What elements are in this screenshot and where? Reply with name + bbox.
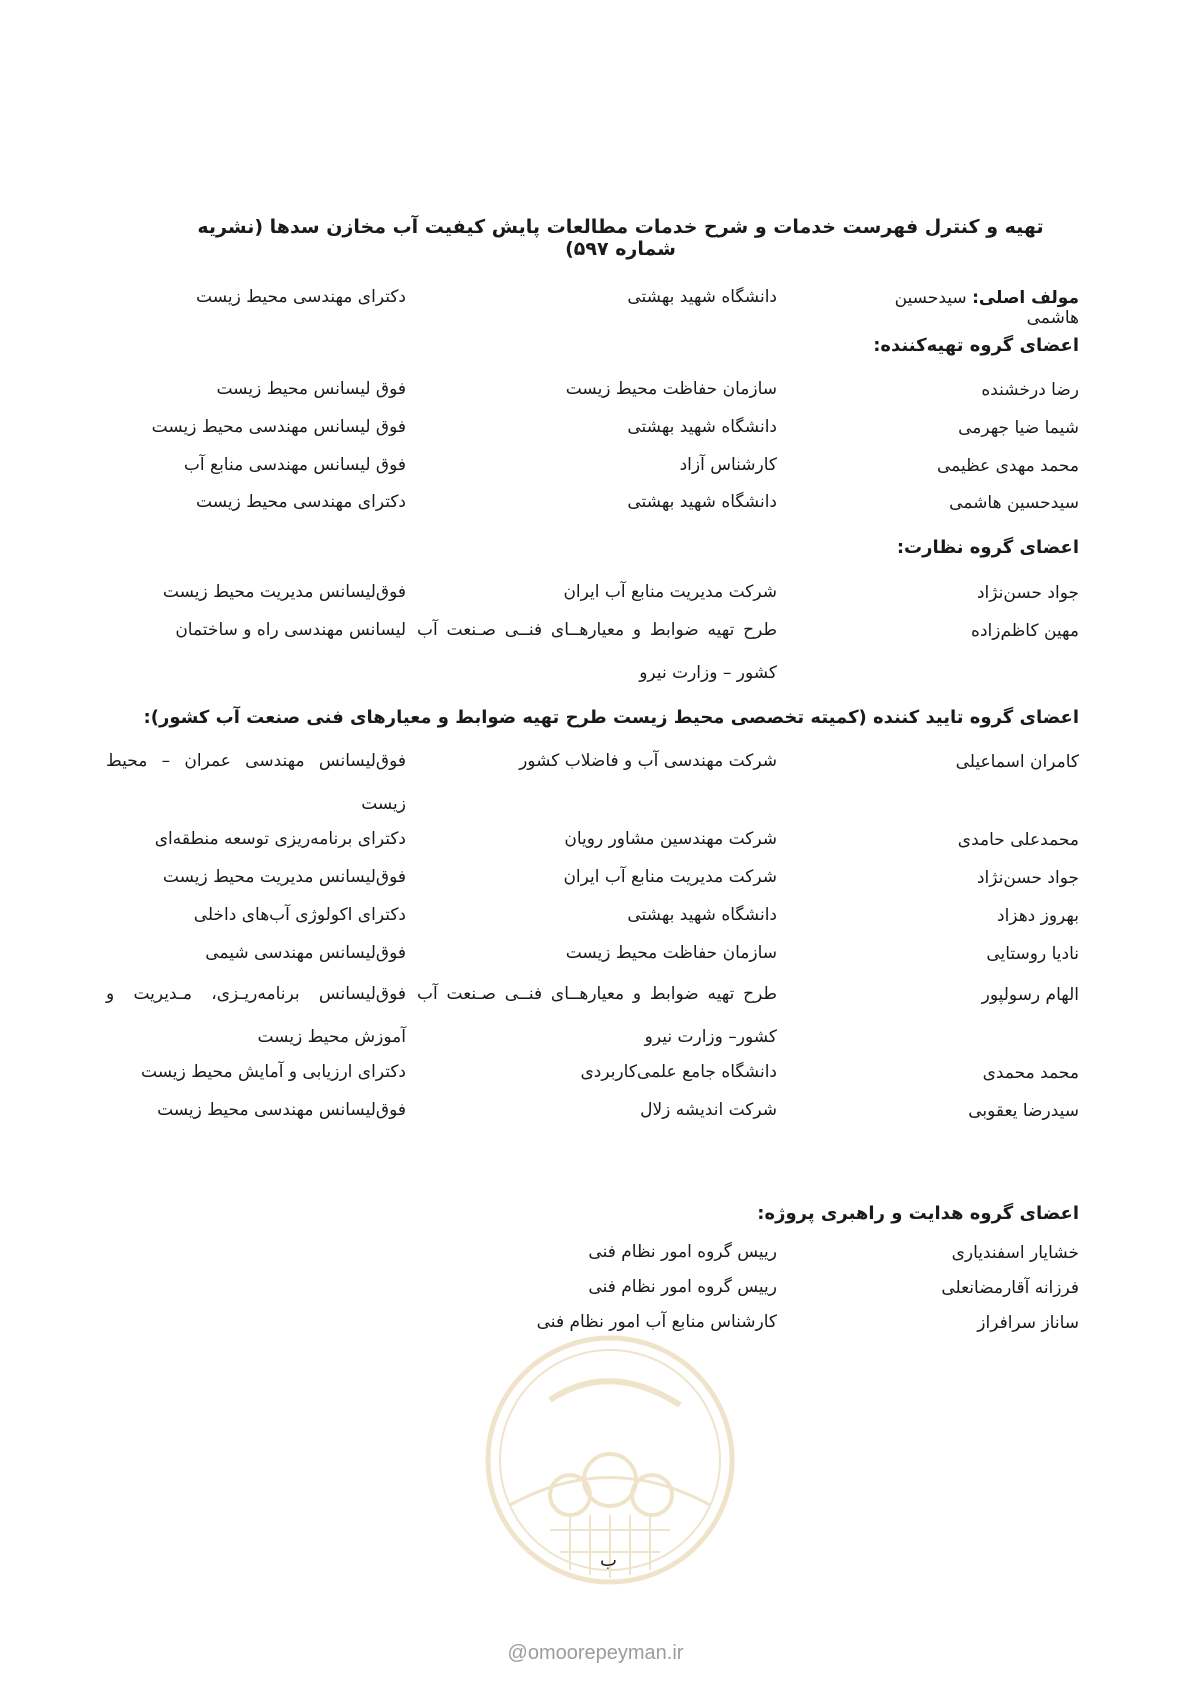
organization: کارشناس آزاد <box>679 455 777 475</box>
prep-group-heading: اعضای گروه تهیه‌کننده: <box>873 335 1079 356</box>
degree: فوق‌لیسانس مهندسی محیط زیست <box>157 1100 406 1120</box>
supervision-group-heading: اعضای گروه نظارت: <box>896 537 1079 558</box>
person-name: ساناز سرافراز <box>977 1313 1079 1333</box>
organization: شرکت مدیریت منابع آب ایران <box>563 867 777 887</box>
author-org: دانشگاه شهید بهشتی <box>627 287 777 307</box>
table-row <box>99 1101 1079 1139</box>
person-name: محمدعلی حامدی <box>957 830 1079 850</box>
organization: طرح تهیه ضوابط و معیارهــای فنــی صـنعت آب کشور – وزارت نیرو <box>417 620 777 683</box>
organization: رییس گروه امور نظام فنی <box>588 1242 777 1262</box>
degree: فوق‌لیسانس برنامه‌ریـزی، مـدیریت و آموزش محیط زیست <box>106 984 406 1047</box>
person-name: شیما ضیا جهرمی <box>958 418 1079 438</box>
author-degree: دکترای مهندسی محیط زیست <box>196 287 406 307</box>
author-row <box>99 288 1079 326</box>
document-title: تهیه و کنترل فهرست خدمات و شرح خدمات مطالعات پایش کیفیت آب مخازن سدها (نشریه شماره ۵۹۷) <box>197 216 1044 260</box>
degree: فوق‌لیسانس مدیریت محیط زیست <box>162 582 406 602</box>
organization: کارشناس منابع آب امور نظام فنی <box>536 1312 777 1332</box>
author-name: سیدحسین هاشمی <box>894 288 1079 328</box>
degree: فوق‌لیسانس مهندسی عمران – محیط زیست <box>106 751 406 814</box>
approval-group-heading: اعضای گروه تایید کننده (کمیته تخصصی محیط زیست طرح تهیه ضوابط و معیارهای فنی صنعت آب کشور): <box>143 707 1079 728</box>
author-name-cell <box>879 288 1079 328</box>
steering-group-heading: اعضای گروه هدایت و راهبری پروژه: <box>757 1203 1079 1224</box>
person-name: جواد حسن‌نژاد <box>976 583 1079 603</box>
organization: شرکت مهندسین مشاور رویان <box>564 829 777 849</box>
table-row <box>99 621 1079 701</box>
degree: دکترای مهندسی محیط زیست <box>196 492 406 512</box>
person-name: جواد حسن‌نژاد <box>976 868 1079 888</box>
person-name: محمد مهدی عظیمی <box>936 456 1079 476</box>
organization: شرکت اندیشه زلال <box>640 1100 777 1120</box>
organization: شرکت مدیریت منابع آب ایران <box>563 582 777 602</box>
person-name: الهام رسولپور <box>981 985 1079 1005</box>
person-name: خشایار اسفندیاری <box>951 1243 1079 1263</box>
page-number: ب <box>600 1550 617 1571</box>
organization: شرکت مهندسی آب و فاضلاب کشور <box>519 751 777 771</box>
degree: فوق لیسانس مهندسی منابع آب <box>183 455 406 475</box>
degree: لیسانس مهندسی راه و ساختمان <box>175 620 406 640</box>
person-name: مهین کاظم‌زاده <box>971 621 1079 641</box>
degree: دکترای برنامه‌ریزی توسعه منطقه‌ای <box>154 829 406 849</box>
organization: دانشگاه شهید بهشتی <box>627 417 777 437</box>
degree: فوق‌لیسانس مدیریت محیط زیست <box>162 867 406 887</box>
degree: فوق لیسانس مهندسی محیط زیست <box>151 417 406 437</box>
person-name: نادیا روستایی <box>986 944 1079 964</box>
author-label: مولف اصلی: <box>972 288 1079 308</box>
organization: سازمان حفاظت محیط زیست <box>565 379 777 399</box>
organization: سازمان حفاظت محیط زیست <box>565 943 777 963</box>
degree: دکترای ارزیابی و آمایش محیط زیست <box>141 1062 406 1082</box>
organization: رییس گروه امور نظام فنی <box>588 1277 777 1297</box>
degree: دکترای اکولوژی آب‌های داخلی <box>193 905 406 925</box>
person-name: رضا درخشنده <box>981 380 1079 400</box>
person-name: سیدحسین هاشمی <box>949 493 1079 513</box>
watermark-site: @omoorepeyman.ir <box>507 1642 684 1664</box>
degree: فوق‌لیسانس مهندسی شیمی <box>205 943 406 963</box>
table-row <box>99 493 1079 531</box>
person-name: محمد محمدی <box>982 1063 1079 1083</box>
person-name: بهروز دهزاد <box>997 906 1079 926</box>
person-name: کامران اسماعیلی <box>955 752 1079 772</box>
organization: دانشگاه جامع علمی‌کاربردی <box>580 1062 777 1082</box>
person-name: فرزانه آقارمضانعلی <box>941 1278 1079 1298</box>
organization: دانشگاه شهید بهشتی <box>627 492 777 512</box>
organization: دانشگاه شهید بهشتی <box>627 905 777 925</box>
degree: فوق لیسانس محیط زیست <box>216 379 406 399</box>
organization: طرح تهیه ضوابط و معیارهــای فنــی صـنعت آب کشور– وزارت نیرو <box>417 984 777 1047</box>
person-name: سیدرضا یعقوبی <box>968 1101 1079 1121</box>
